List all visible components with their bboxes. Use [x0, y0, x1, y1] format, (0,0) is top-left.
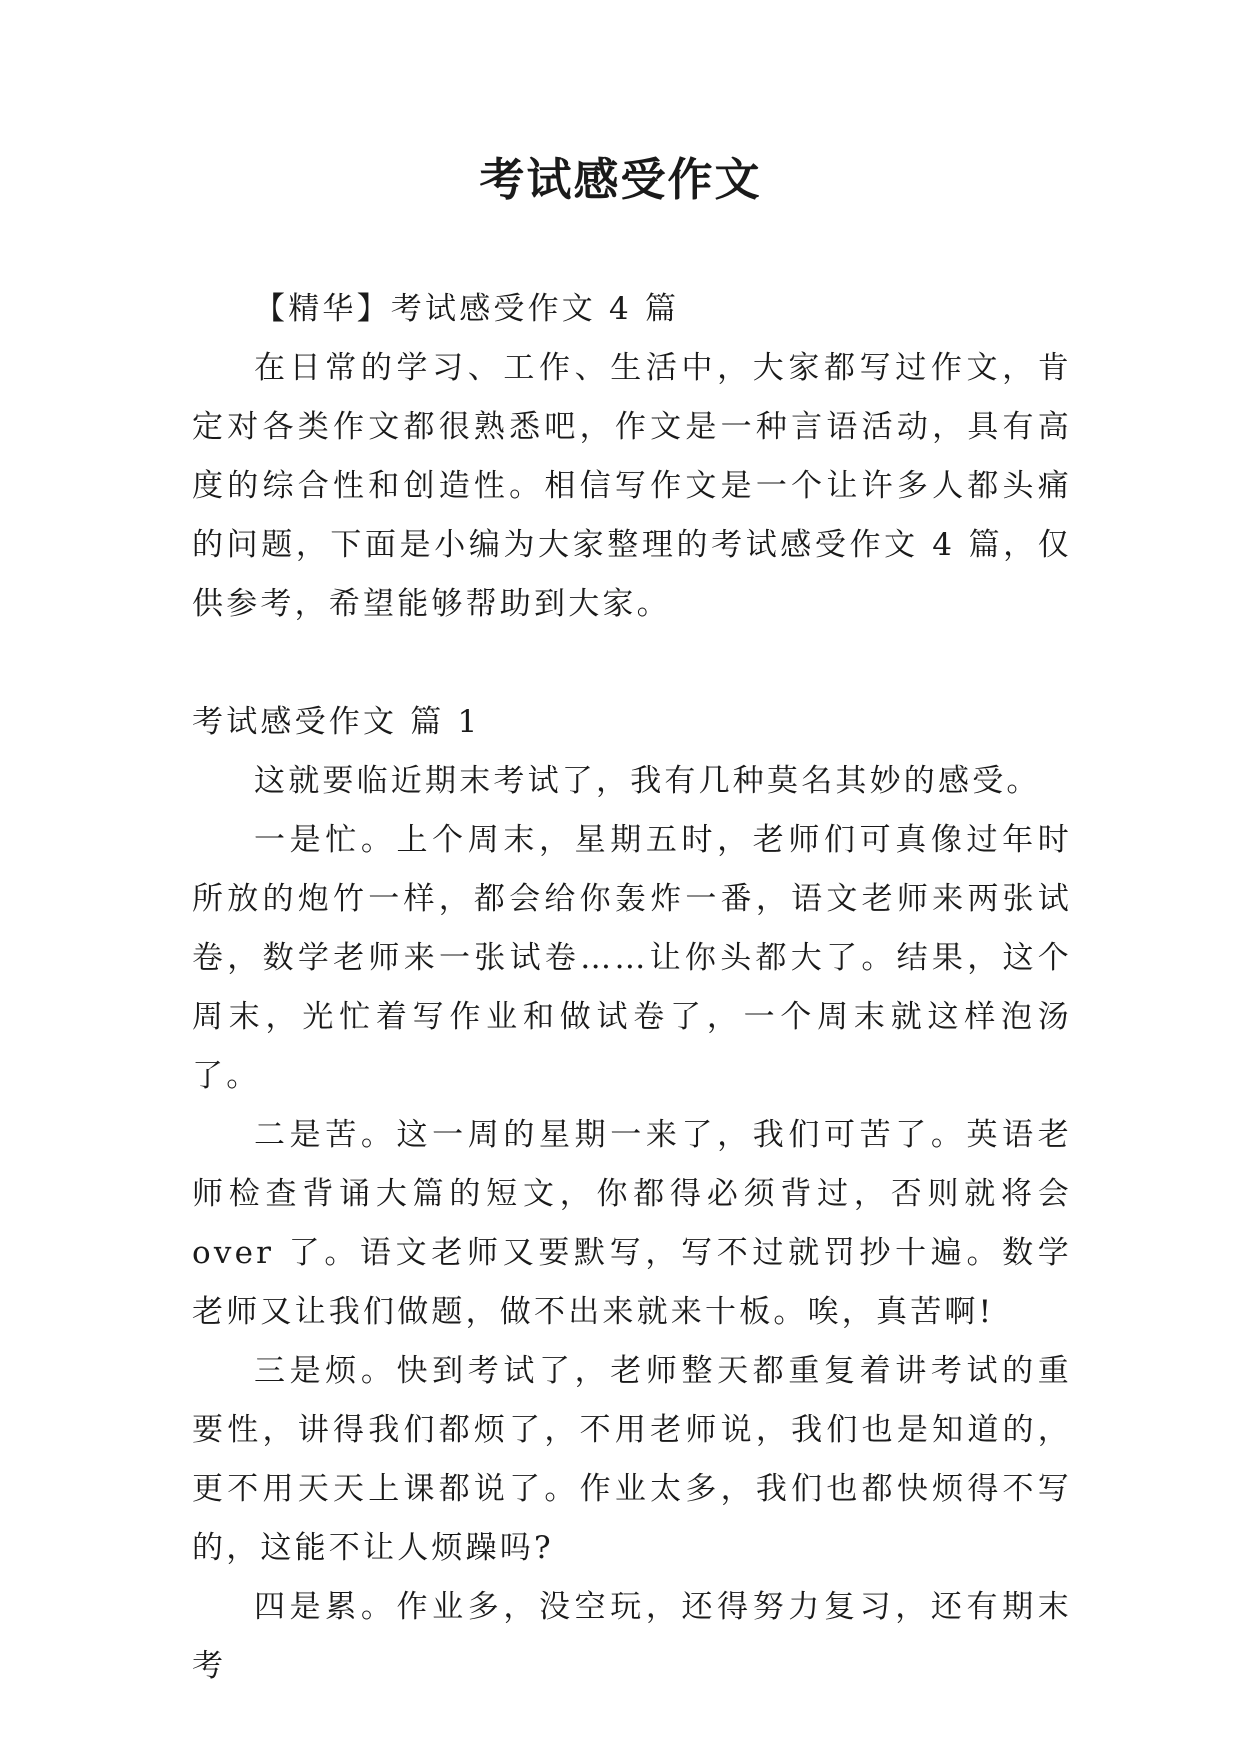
- body-paragraph: 三是烦。快到考试了，老师整天都重复着讲考试的重要性，讲得我们都烦了，不用老师说，我们也是知道的，更不用天天上课都说了。作业太多，我们也都快烦得不写的，这能不让人烦躁吗?: [192, 1353, 1072, 1566]
- body-paragraph: 四是累。作业多，没空玩，还得努力复习，还有期末考: [192, 1589, 1072, 1684]
- section-heading: 考试感受作文 篇 1: [192, 704, 481, 740]
- intro-paragraph: 在日常的学习、工作、生活中，大家都写过作文，肯定对各类作文都很熟悉吧，作文是一种言语活动，具有高度的综合性和创造性。相信写作文是一个让许多人都头痛的问题，下面是小编为大家整理的考试感受作文 4 篇，仅供参考，希望能够帮助到大家。: [192, 350, 1072, 622]
- document-subtitle: 【精华】考试感受作文 4 篇: [254, 291, 680, 327]
- document-body: [192, 280, 1072, 1696]
- body-paragraph: 一是忙。上个周末，星期五时，老师们可真像过年时所放的炮竹一样，都会给你轰炸一番，语文老师来两张试卷，数学老师来一张试卷……让你头都大了。结果，这个周末，光忙着写作业和做试卷了，一个周末就这样泡汤了。: [192, 822, 1072, 1094]
- document-title: 考试感受作文: [479, 153, 762, 206]
- body-paragraph: 这就要临近期末考试了，我有几种莫名其妙的感受。: [254, 763, 1041, 799]
- body-paragraph: 二是苦。这一周的星期一来了，我们可苦了。英语老师检查背诵大篇的短文，你都得必须背过，否则就将会 over 了。语文老师又要默写，写不过就罚抄十遍。数学老师又让我们做题，做不出来就来十板。唉，真苦啊!: [192, 1117, 1072, 1330]
